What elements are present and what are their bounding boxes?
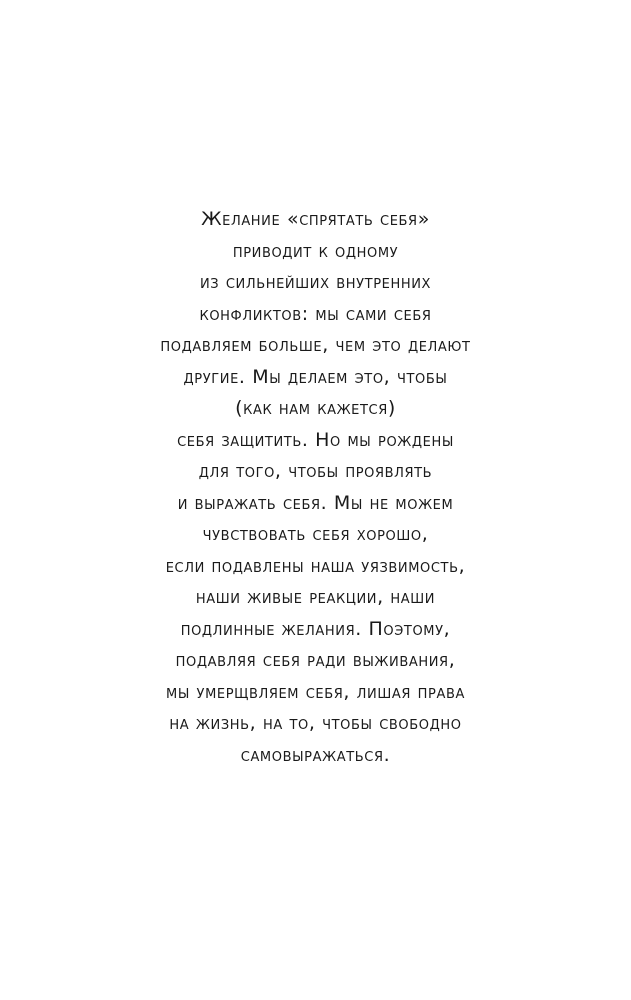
quote-line: самовыражаться. xyxy=(240,743,391,766)
quote-block xyxy=(0,204,631,771)
quote-line: другие. Мы делаем это, чтобы xyxy=(183,365,448,388)
quote-line: для того, чтобы проявлять xyxy=(198,460,433,482)
quote-line: конфликтов: мы сами себя xyxy=(199,302,432,325)
quote-line: наши живые реакции, наши xyxy=(195,586,436,608)
quote-line: если подавлены наша уязвимость, xyxy=(165,554,466,577)
quote-line: Желание «спрятать себя» xyxy=(201,208,430,230)
quote-line: подлинные желания. Поэтому, xyxy=(180,617,451,640)
quote-line: мы умерщвляем себя, лишая права xyxy=(166,680,465,703)
quote-line: из сильнейших внутренних xyxy=(199,271,432,293)
quote-line: приводит к одному xyxy=(232,239,399,262)
quote-line: подавляем больше, чем это делают xyxy=(160,334,471,356)
quote-line: и выражать себя. Мы не можем xyxy=(177,491,454,514)
quote-line: чувствовать себя хорошо, xyxy=(202,523,429,545)
quote-line: подавляя себя ради выживания, xyxy=(175,649,456,671)
quote-line: себя защитить. Но мы рождены xyxy=(177,428,454,451)
quote-line: на жизнь, на то, чтобы свободно xyxy=(169,712,462,734)
quote-line: (как нам кажется) xyxy=(235,397,396,419)
